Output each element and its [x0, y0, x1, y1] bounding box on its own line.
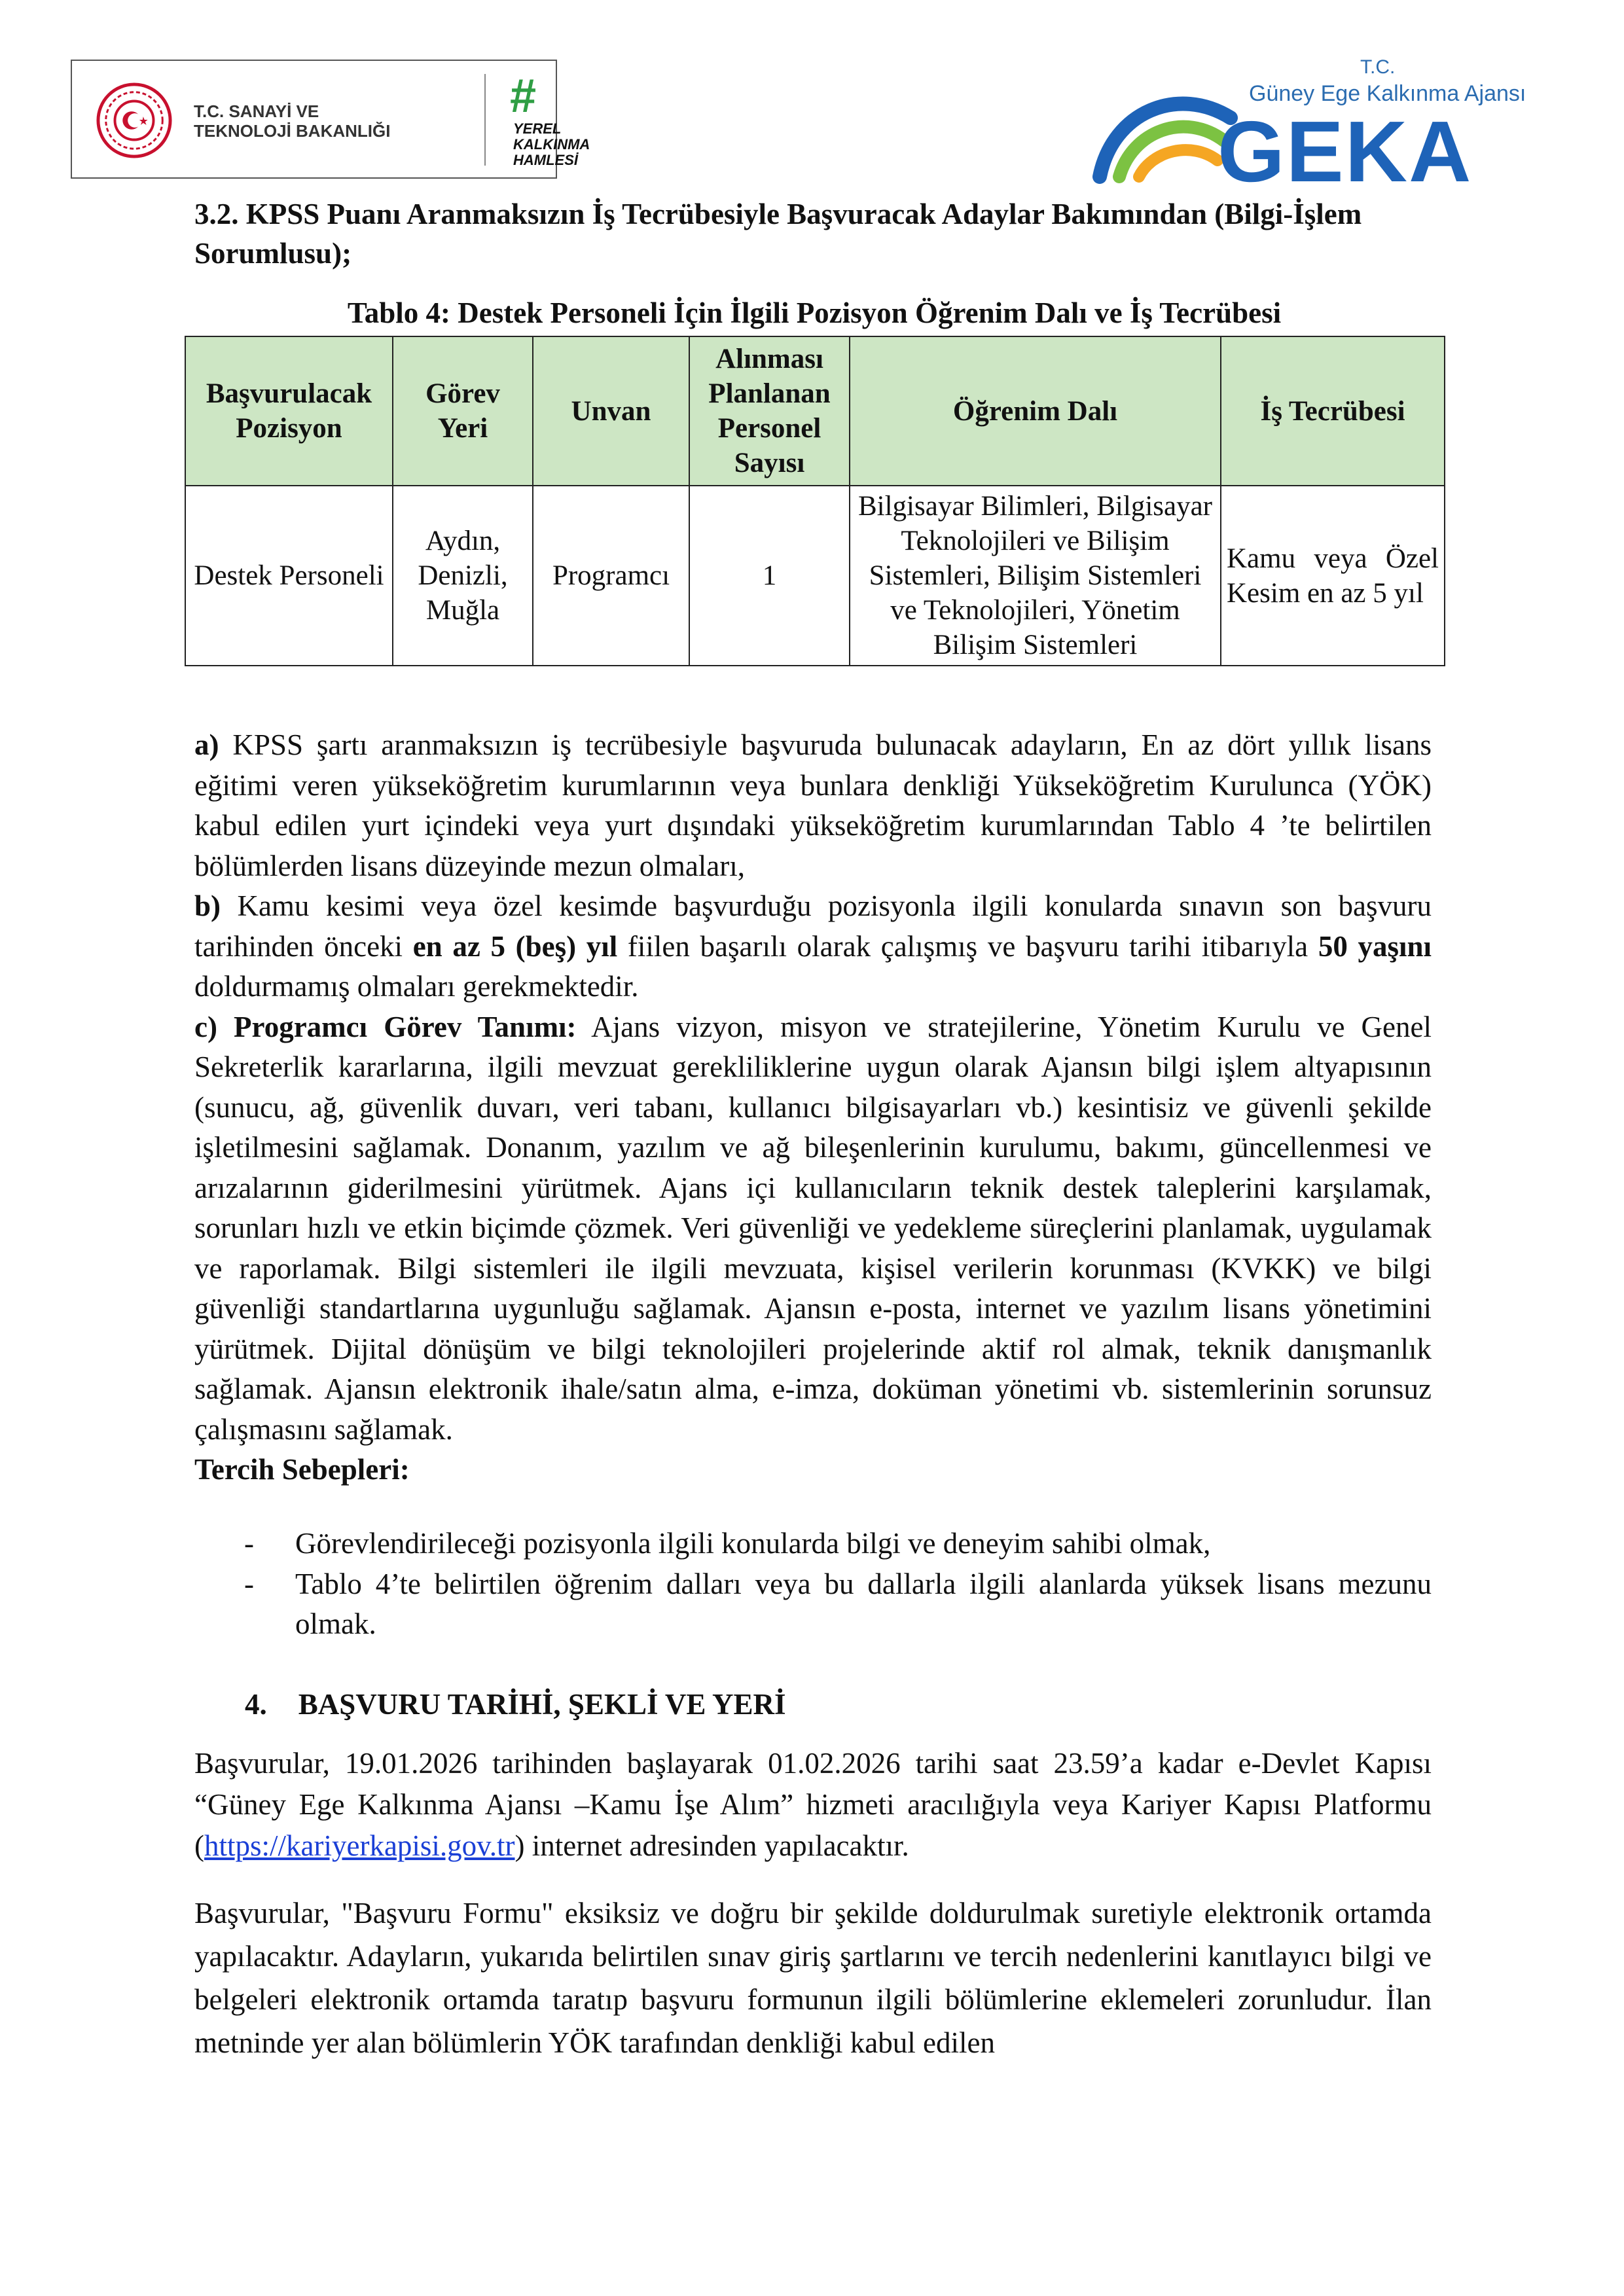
preferences-title-text: Tercih Sebepleri:	[194, 1453, 410, 1486]
table-cell: Bilgisayar Bilimleri, Bilgisayar Teknolojileri ve Bilişim Sistemleri, Bilişim Sistemleri ve Teknolojileri, Yönetim Bilişim Sistemleri	[850, 486, 1221, 666]
section4-number: 4.	[245, 1688, 267, 1721]
paragraph-b-text: Kamu kesimi veya özel kesimde başvurduğu pozisyonla ilgili konularda sınavın son başvuru tarihinden önceki	[194, 889, 1432, 963]
requirements-block	[194, 725, 1432, 1490]
preferences-list	[194, 1524, 1432, 1645]
table-header-cell: Alınması Planlanan Personel Sayısı	[689, 336, 850, 486]
table-cell: Programcı	[533, 486, 689, 666]
list-dash: -	[244, 1567, 254, 1600]
paragraph-b	[194, 886, 1432, 1007]
table-header-cell: Görev Yeri	[393, 336, 533, 486]
agency-name: Güney Ege Kalkınma Ajansı	[1249, 81, 1526, 106]
preferences-title	[194, 1450, 1432, 1490]
slogan-hash-icon: #	[509, 70, 536, 122]
table-cell: 1	[689, 486, 850, 666]
table-cell: Kamu veya Özel Kesim en az 5 yıl	[1221, 486, 1445, 666]
section4-heading	[245, 1685, 1423, 1724]
table-row	[185, 486, 1445, 666]
paragraph-a-text: KPSS şartı aranmaksızın iş tecrübesiyle başvuruda bulunacak adayların, En az dört yıllık lisans eğitimi veren yükseköğretim kurumlarının veya bunlara denkliği Yükseköğretim Kurulunca (YÖK) kabul edilen yurt içindeki veya yurt dışındaki yükseköğretim kurumlarından Tablo 4 ’te belirtilen bölümlerden lisans düzeyinde mezun olmaları,	[194, 728, 1432, 882]
section4-paragraph-2: Başvurular, "Başvuru Formu" eksiksiz ve doğru bir şekilde doldurulmak suretiyle elektronik ortamda yapılacaktır. Adayların, yukarıda belirtilen sınav giriş şartlarını ve tercih nedenlerini kanıtlayıcı bilgi ve belgeleri elektronik ortamda taratıp başvuru formunun ilgili bölümlerine eklemeleri zorunludur. İlan metninde yer alan bölümlerin YÖK tarafından denkliği kabul edilen	[194, 1897, 1432, 2059]
paragraph-b-label: b)	[194, 889, 221, 922]
slogan-text: YEREL KALKINMA HAMLESİ	[513, 120, 590, 168]
paragraph-c-text: Ajans vizyon, misyon ve stratejilerine, Yönetim Kurulu ve Genel Sekreterlik kararlarına, ilgili mevzuat gerekliliklerine uygun olarak Ajansın bilgi işlem altyapısının (sunucu, ağ, güvenlik duvarı, veri tabanı, kullanıcı bilgisayarları vb.) kesintisiz ve güvenli şekilde işletilmesini sağlamak. Donanım, yazılım ve ağ bileşenlerinin kurulumu, bakımı, güncellenmesi ve arızalarının giderilmesini yürütmek. Ajans içi kullanıcıların teknik destek taleplerini karşılamak, sorunları hızlı ve etkin biçimde çözmek. Veri güvenliği ve yedekleme süreçlerini planlamak, uygulamak ve raporlamak. Bilgi sistemleri ile ilgili mevzuata, kişisel verilerin korunması (KVKK) ve bilgi güvenliği standartlarına uygunluğu sağlamak. Ajansın e-posta, internet ve yazılım lisans yönetimini yürütmek. Dijital dönüşüm ve bilgi teknolojileri projelerinde aktif rol almak, teknik danışmanlık sağlamak. Ajansın elektronik ihale/satın alma, e-imza, doküman yönetimi vb. sistemlerinin sorunsuz çalışmasını sağlamak.	[194, 1010, 1432, 1446]
logo-divider	[484, 74, 486, 166]
paragraph-b-emphasis: en az 5 (beş) yıl	[412, 929, 618, 963]
ministry-logo-box	[71, 60, 590, 179]
table-cell: Aydın, Denizli, Muğla	[393, 486, 533, 666]
paragraph-b-text: fiilen başarılı olarak çalışmış ve başvuru tarihi itibarıyla	[617, 929, 1318, 963]
ministry-name: T.C. SANAYİ VE TEKNOLOJİ BAKANLIĞI	[194, 101, 391, 141]
table-cell: Destek Personeli	[185, 486, 393, 666]
table-caption: Tablo 4: Destek Personeli İçin İlgili Pozisyon Öğrenim Dalı ve İş Tecrübesi	[347, 296, 1282, 329]
section4-paragraph-1	[194, 1743, 1432, 1867]
position-table	[185, 336, 1445, 666]
section4-p1-text: Başvurular, 19.01.2026 tarihinden başlayarak 01.02.2026 tarihi saat 23.59’a kadar e-Devlet Kapısı “Güney Ege Kalkınma Ajansı –Kamu İşe Alım” hizmeti aracılığıyla veya Kariyer Kapısı Platformu (	[194, 1747, 1432, 1862]
table-header-cell: Başvurulacak Pozisyon	[185, 336, 393, 486]
list-item-text: Tablo 4’te belirtilen öğrenim dalları veya bu dallarla ilgili alanlarda yüksek lisans mezunu olmak.	[295, 1567, 1432, 1640]
paragraph-b-text: doldurmamış olmaları gerekmektedir.	[194, 970, 639, 1003]
paragraph-b-emphasis: 50 yaşını	[1318, 929, 1432, 963]
section4-p1-text: ) internet adresinden yapılacaktır.	[514, 1829, 909, 1862]
paragraph-a	[194, 725, 1432, 886]
section-heading: 3.2. KPSS Puanı Aranmaksızın İş Tecrübesiyle Başvuracak Adaylar Bakımından (Bilgi-İşlem Sorumlusu);	[194, 198, 1362, 270]
list-item-text: Görevlendirileceği pozisyonla ilgili konularda bilgi ve deneyim sahibi olmak,	[295, 1527, 1211, 1560]
agency-logo-word: GEKA	[1218, 103, 1473, 200]
list-item	[194, 1564, 1432, 1645]
table-header-row	[185, 336, 1445, 486]
geka-logo	[1087, 52, 1532, 200]
table-header-cell: Öğrenim Dalı	[850, 336, 1221, 486]
section4-title: BAŞVURU TARİHİ, ŞEKLİ VE YERİ	[298, 1688, 786, 1721]
ministry-seal-icon	[96, 82, 173, 159]
kariyerkapisi-link[interactable]: https://kariyerkapisi.gov.tr	[204, 1829, 515, 1862]
agency-tc: T.C.	[1360, 56, 1396, 78]
list-dash: -	[244, 1527, 254, 1560]
paragraph-c	[194, 1007, 1432, 1450]
paragraph-a-label: a)	[194, 728, 219, 761]
table-header-cell: Unvan	[533, 336, 689, 486]
paragraph-c-label: c) Programcı Görev Tanımı:	[194, 1010, 577, 1043]
list-item	[194, 1524, 1432, 1564]
table-header-cell: İş Tecrübesi	[1221, 336, 1445, 486]
